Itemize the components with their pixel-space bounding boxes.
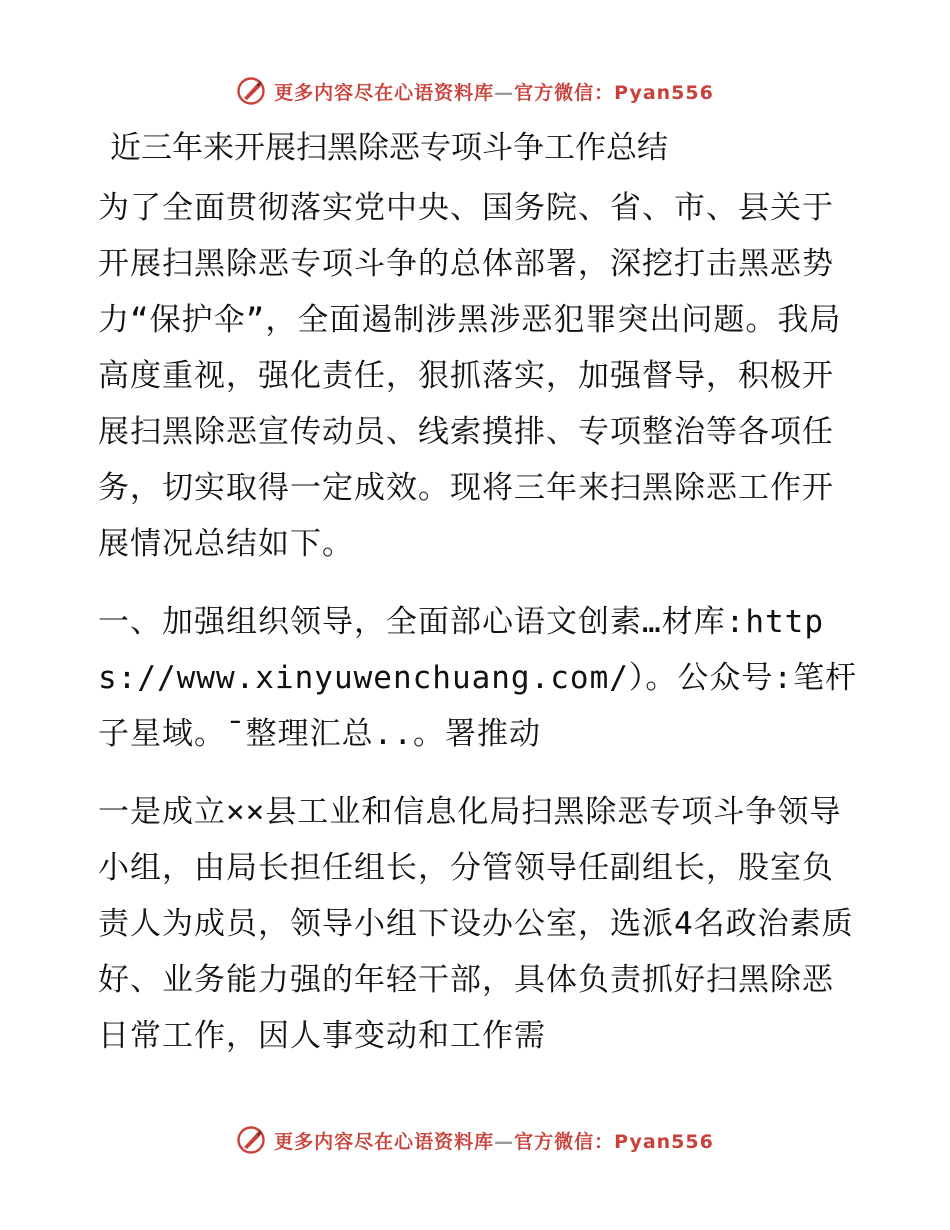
banner-wechat-label: 官方微信： [514,81,615,104]
quill-pen-logo-icon [236,1125,266,1155]
banner-wechat-id: Pyan556 [614,1130,714,1153]
banner-brand: 更多内容尽在心语资料库 [274,1130,495,1153]
banner-dash: — [494,1130,515,1153]
header-watermark-banner [0,71,950,111]
document-body [98,120,858,1086]
footer-watermark-banner [0,1120,950,1160]
paragraph-intro: 为了全面贯彻落实党中央、国务院、省、市、县关于开展扫黑除恶专项斗争的总体部署，深挖打击黑恶势力“保护伞”，全面遏制涉黑涉恶犯罪突出问题。我局高度重视，强化责任，狠抓落实，加强督导，积极开展扫黑除恶宣传动员、线索摸排、专项整治等各项任务，切实取得一定成效。现将三年来扫黑除恶工作开展情况总结如下。 [98,190,842,562]
banner-brand: 更多内容尽在心语资料库 [274,81,495,104]
paragraph-section-one-body: 一是成立××县工业和信息化局扫黑除恶专项斗争领导小组，由局长担任组长，分管领导任副组长，股室负责人为成员，领导小组下设办公室，选派4名政治素质好、业务能力强的年轻干部，具体负责抓好扫黑除恶日常工作，因人事变动和工作需 [98,794,854,1054]
document-title: 近三年来开展扫黑除恶专项斗争工作总结 [110,130,668,166]
quill-pen-logo-icon [236,76,266,106]
banner-wechat-label: 官方微信： [514,1130,615,1153]
paragraph-section-one-heading: 一、加强组织领导，全面部心语文创素…材库:https://www.xinyuwenchuang.com/）。公众号:笔杆子星域。¯整理汇总..。署推动 [98,604,858,752]
banner-wechat-id: Pyan556 [614,81,714,104]
banner-text [274,1127,714,1154]
banner-dash: — [494,81,515,104]
banner-text [274,78,714,105]
